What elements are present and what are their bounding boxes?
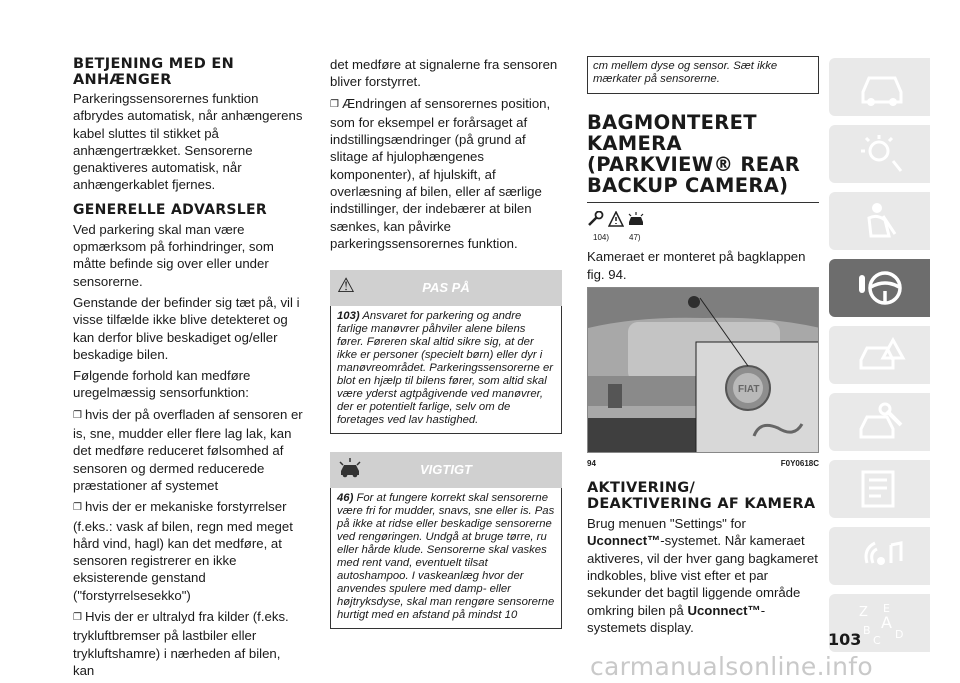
figure-code: F0Y0618C	[780, 458, 819, 468]
paragraph: Brug menuen "Settings" for Uconnect™-systemet. Når kameraet aktiveres, vil der hver gang bagkameret indkobles, blive vist efter et par sekunder det bagtil liggende område omkring bilen på Uconnect™-systemets display.	[587, 516, 818, 635]
section-title-trailer: BETJENING MED EN ANHÆNGER	[73, 56, 235, 88]
camera-lens	[688, 296, 700, 308]
rear-camera-photo	[588, 288, 819, 453]
reference-number: 47)	[629, 233, 641, 242]
warning-text: For at fungere korrekt skal sensorerne være fri for mudder, snavs, sne eller is. Pas på ikke at ridse eller beskadige sensorerne ved rengøringen. Undgå at bruge tørre, ru eller hårde klude. Sensorerne skal vaskes med rent vand, eventuelt tilsat autoshampoo. I vaskeanlæg hvor der anvendes spulere med damp- eller højtryksdyse, skal man rengøre sensorerne hurtigt med en afstand på mindst 10	[337, 492, 555, 622]
warning-box-body	[330, 306, 562, 434]
index-icon	[857, 600, 907, 646]
page-number: 103	[828, 630, 862, 649]
note-number: 103)	[337, 310, 360, 323]
tab-service[interactable]	[829, 393, 930, 451]
warning-box-important	[330, 452, 562, 629]
car-warning-icon	[627, 211, 645, 227]
tab-warnings[interactable]	[829, 326, 930, 384]
svg-text:A: A	[881, 613, 892, 632]
tab-lights[interactable]	[829, 125, 930, 183]
tab-starting-driving[interactable]	[829, 259, 930, 317]
column-3	[587, 56, 819, 640]
paragraph: Kameraet er monteret på bagklappen fig. 94.	[587, 249, 806, 282]
svg-text:Z: Z	[859, 605, 868, 620]
paragraph: det medføre at signalerne fra sensoren bliver forstyrret.	[330, 57, 558, 90]
column-2	[330, 56, 562, 629]
lights-icon	[857, 131, 907, 177]
figure-caption	[587, 455, 819, 472]
warning-box-title: VIGTIGT	[420, 462, 472, 478]
bullet-item: ❐ Ændringen af sensorernes position, som for eksempel er forårsaget af indstillingsændringer (på grund af slitage af hjulophængenes komponenter), af hjulskift, af overlæsning af bilen, eller af særlige indstillinger, der indebærer at bilen sænkes, kan påvirke parkeringssensorernes funktion.	[330, 95, 562, 253]
note-number: 46)	[337, 492, 354, 505]
warning-text: Ansvaret for parkering og andre farlige manøvrer påhviler alene bilens fører. Føreren skal altid sikre sig, at der ikke er personer (specielt børn) eller dyr i manøvreområdet. Parkeringssensorerne er blot en hjælp til bilens fører, som altid skal være yderst agtpågivende ved manøvrer, der er potentielt farlige, selv om de foretages ved lav hastighed.	[337, 310, 553, 427]
warning-box-header	[330, 270, 562, 306]
reference-icons	[587, 209, 819, 229]
svg-text:C: C	[873, 634, 881, 646]
watermark: carmanualsonline.info	[590, 652, 873, 681]
svg-text:B: B	[863, 624, 871, 637]
service-icon	[857, 399, 907, 445]
warning-box-header	[330, 452, 562, 488]
column-1	[73, 56, 303, 683]
section-title-camera: BAGMONTERET KAMERA (PARKVIEW® REAR BACKUP CAMERA)	[587, 112, 819, 203]
paragraph: Ved parkering skal man være opmærksom på forhindringer, som måtte befinde sig over eller under sensorerne.	[73, 221, 274, 289]
paragraph: Parkeringssensorernes funktion afbrydes automatisk, når anhængerens kabel sluttes til stikket på anhængertrækket. Sensorerne genaktiveres automatisk, når anhængerkablet fjernes.	[73, 91, 303, 193]
steering-wheel-icon	[857, 265, 907, 311]
chapter-tabs	[829, 58, 930, 661]
continued-note-box: cm mellem dyse og sensor. Sæt ikke mærkater på sensorerne.	[587, 56, 819, 94]
svg-text:D: D	[895, 628, 904, 641]
bullet-item: ❐ hvis der på overfladen af sensoren er is, sne, mudder eller flere lag lak, kan det medføre reduceret følsomhed af sensoren og dermed reducerede præstationer af systemet	[73, 406, 303, 494]
reference-numbers	[593, 229, 819, 246]
specs-icon	[857, 466, 907, 512]
warning-box-caution	[330, 270, 562, 434]
wrench-icon	[587, 211, 605, 227]
paragraph: Genstande der befinder sig tæt på, vil i visse tilfælde ikke blive detekteret og kan derfor blive beskadiget og/eller beskadige bilen.	[73, 294, 300, 362]
tab-specifications[interactable]	[829, 460, 930, 518]
warning-box-title: PAS PÅ	[422, 280, 470, 296]
section-title-warnings: GENERELLE ADVARSLER	[73, 201, 267, 218]
figure-number: 94	[587, 458, 596, 468]
warning-triangle-icon: ⚠	[337, 275, 355, 298]
bullet-item: ❐ hvis der er mekaniske forstyrrelser (f.eks.: vask af bilen, regn med meget hård vind, hagl) kan det medføre, at sensoren registrerer en ikke eksisterende genstand ("forstyrrelsesekko")	[73, 498, 303, 604]
bullet-item: ❐ Hvis der er ultralyd fra kilder (f.eks. trykluftbremser på lastbiler eller trykluftshamre) i nærheden af bilen, kan	[73, 608, 303, 679]
tab-car-info[interactable]	[829, 58, 930, 116]
tab-safety[interactable]	[829, 192, 930, 250]
reference-number: 104)	[593, 233, 610, 242]
multimedia-icon	[857, 533, 907, 579]
warning-icon	[857, 332, 907, 378]
warning-box-body	[330, 488, 562, 629]
section-title-activation: AKTIVERING/ DEAKTIVERING AF KAMERA	[587, 480, 816, 513]
figure-rear-camera	[587, 287, 819, 453]
tab-multimedia[interactable]	[829, 527, 930, 585]
svg-text:E: E	[883, 602, 890, 615]
car-info-icon	[857, 64, 907, 110]
paragraph: Følgende forhold kan medføre uregelmæssig sensorfunktion:	[73, 368, 251, 401]
warning-triangle-icon	[608, 211, 624, 227]
safety-icon	[857, 198, 907, 244]
svg-text:FIAT: FIAT	[738, 383, 760, 395]
